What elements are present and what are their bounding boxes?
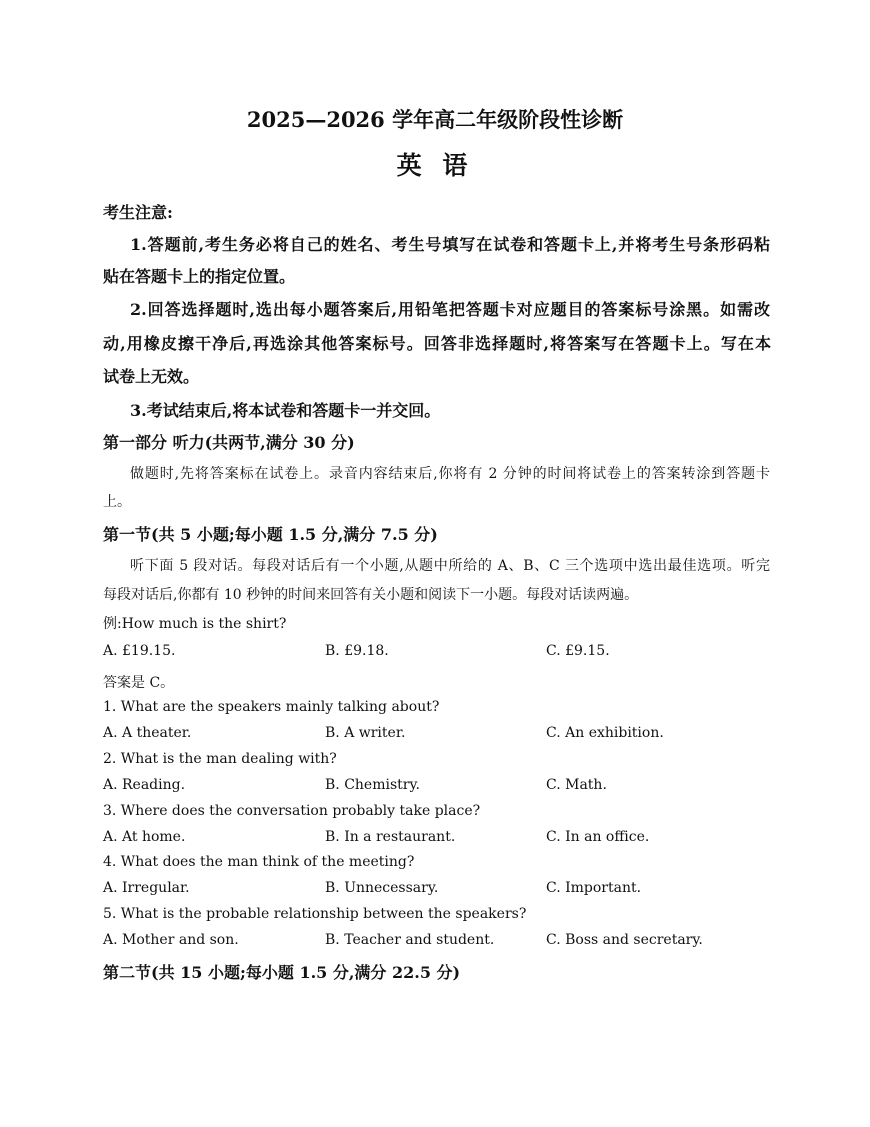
question-5: 5. What is the probable relationship between the speakers? <box>103 906 527 922</box>
example-option-a: A. £19.15. <box>103 643 176 659</box>
question-3-option-b: B. In a restaurant. <box>325 829 456 845</box>
part1-heading: 第一部分 听力(共两节,满分 30 分) <box>103 433 355 452</box>
example-option-b: B. £9.18. <box>325 643 389 659</box>
question-1: 1. What are the speakers mainly talking about? <box>103 699 440 715</box>
section1-intro-line-2: 每段对话后,你都有 10 秒钟的时间来回答有关小题和阅读下一小题。每段对话读两遍。 <box>103 587 639 603</box>
exam-title: 2025—2026 学年高二年级阶段性诊断 <box>246 107 624 132</box>
question-5-option-b: B. Teacher and student. <box>325 932 495 948</box>
section2-heading: 第二节(共 15 小题;每小题 1.5 分,满分 22.5 分) <box>103 963 461 982</box>
notice-item-1-line-1: 1.答题前,考生务必将自己的姓名、考生号填写在试卷和答题卡上,并将考生号条形码粘 <box>130 235 770 254</box>
question-4-option-a: A. Irregular. <box>103 880 190 896</box>
question-5-option-a: A. Mother and son. <box>103 932 239 948</box>
question-2-option-a: A. Reading. <box>103 777 186 793</box>
example-answer: 答案是 C。 <box>103 675 175 691</box>
question-1-option-c: C. An exhibition. <box>546 725 664 741</box>
notice-item-1-line-2: 贴在答题卡上的指定位置。 <box>103 267 296 286</box>
notice-item-3: 3.考试结束后,将本试卷和答题卡一并交回。 <box>130 401 441 420</box>
section1-intro-line-1: 听下面 5 段对话。每段对话后有一个小题,从题中所给的 A、B、C 三个选项中选出最佳选项。听完 <box>130 558 770 574</box>
question-3: 3. Where does the conversation probably take place? <box>103 803 481 819</box>
question-2-option-c: C. Math. <box>546 777 607 793</box>
question-4-option-c: C. Important. <box>546 880 642 896</box>
section1-heading: 第一节(共 5 小题;每小题 1.5 分,满分 7.5 分) <box>103 525 438 544</box>
question-2-option-b: B. Chemistry. <box>325 777 420 793</box>
subject-title: 英 语 <box>396 151 474 180</box>
question-3-option-a: A. At home. <box>103 829 186 845</box>
question-4: 4. What does the man think of the meeting? <box>103 854 415 870</box>
question-3-option-c: C. In an office. <box>546 829 650 845</box>
notice-heading: 考生注意: <box>103 203 173 222</box>
part1-intro-line-2: 上。 <box>103 494 131 510</box>
notice-item-2-line-2: 动,用橡皮擦干净后,再选涂其他答案标号。回答非选择题时,将答案写在答题卡上。写在本 <box>103 334 771 353</box>
question-2: 2. What is the man dealing with? <box>103 751 337 767</box>
part1-intro-line-1: 做题时,先将答案标在试卷上。录音内容结束后,你将有 2 分钟的时间将试卷上的答案转涂到答题卡 <box>130 466 770 482</box>
question-5-option-c: C. Boss and secretary. <box>546 932 703 948</box>
notice-item-2-line-1: 2.回答选择题时,选出每小题答案后,用铅笔把答题卡对应题目的答案标号涂黑。如需改 <box>130 300 770 319</box>
notice-item-2-line-3: 试卷上无效。 <box>103 367 200 386</box>
example-question: 例:How much is the shirt? <box>103 616 287 632</box>
example-option-c: C. £9.15. <box>546 643 610 659</box>
question-4-option-b: B. Unnecessary. <box>325 880 439 896</box>
question-1-option-a: A. A theater. <box>103 725 192 741</box>
question-1-option-b: B. A writer. <box>325 725 406 741</box>
